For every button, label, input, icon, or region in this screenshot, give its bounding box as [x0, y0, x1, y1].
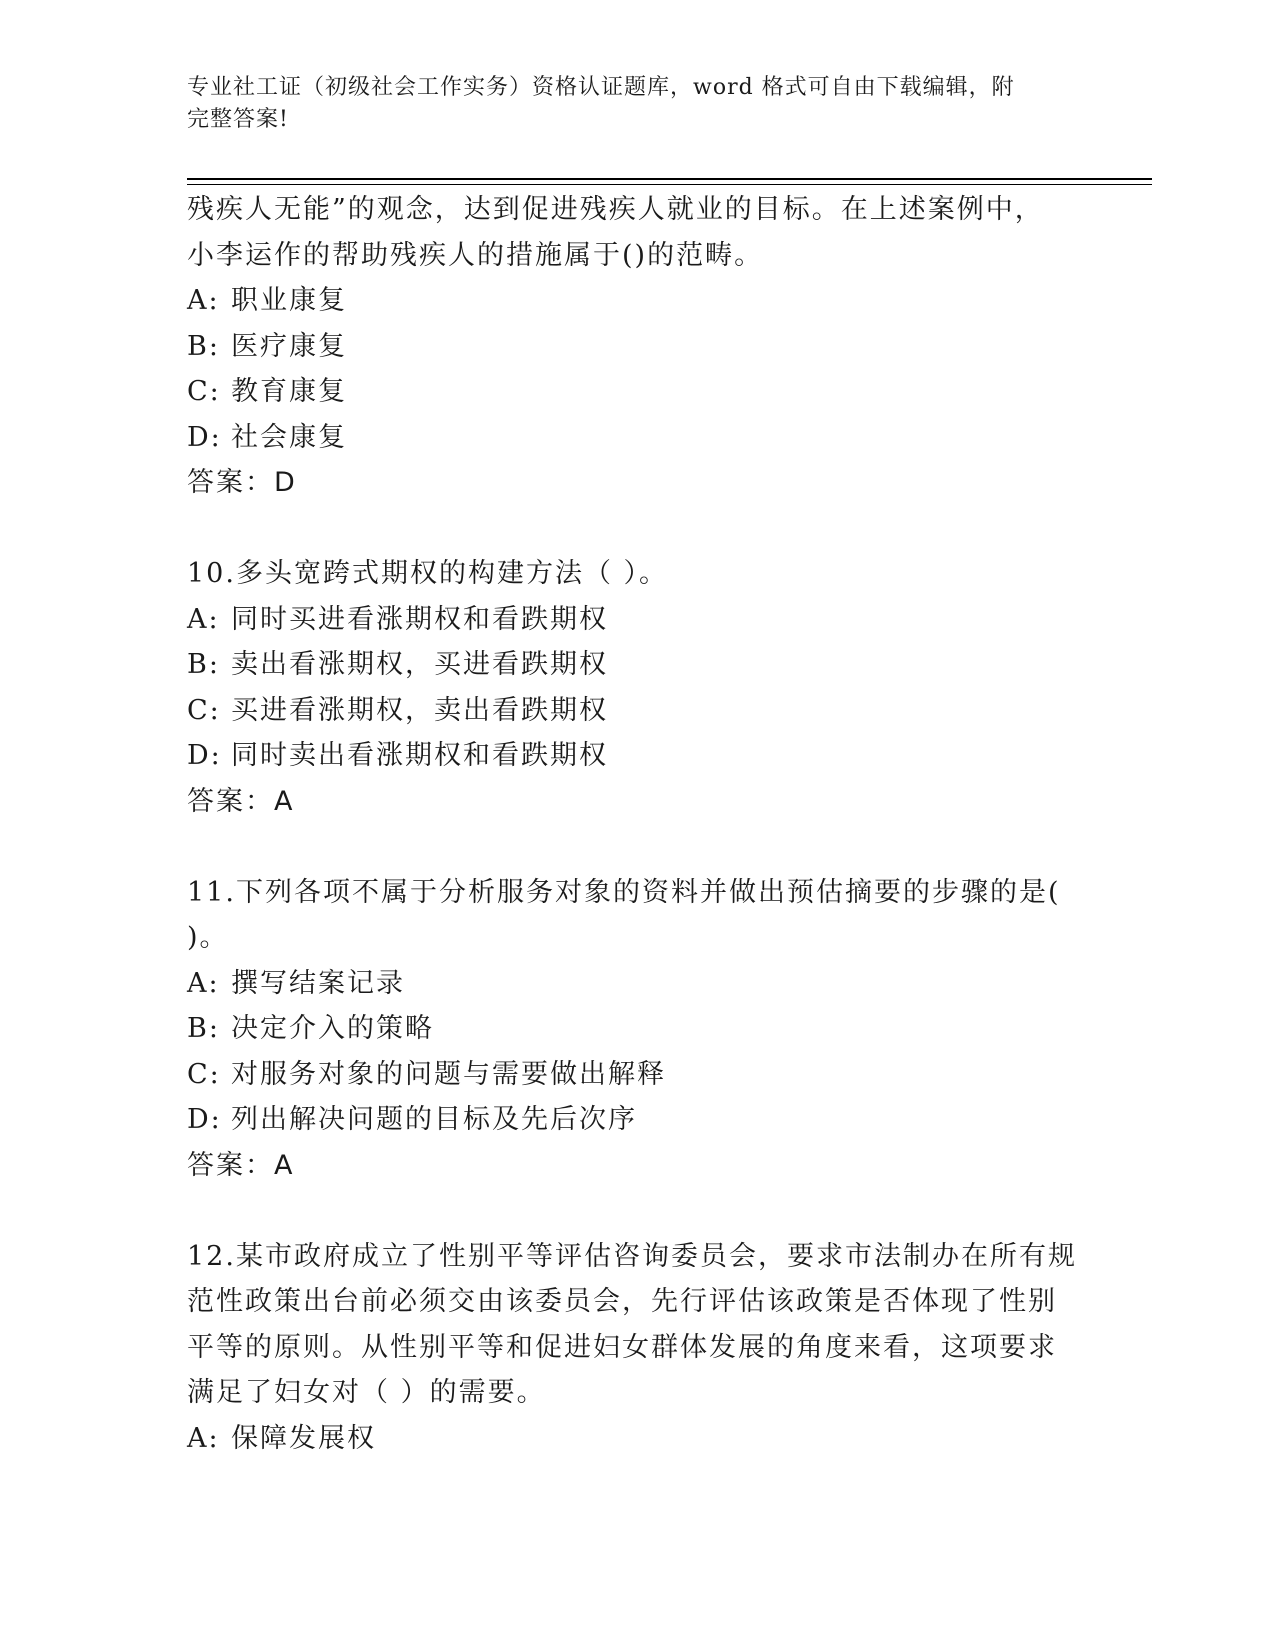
- option-text: 买进看涨期权，卖出看跌期权: [231, 694, 608, 726]
- question-12: [187, 1234, 1087, 1462]
- option-d: [187, 1097, 1087, 1143]
- option-d: [187, 415, 1087, 461]
- option-text: 社会康复: [231, 421, 347, 453]
- option-text: 医疗康复: [231, 330, 347, 362]
- option-text: 决定介入的策略: [231, 1013, 434, 1044]
- option-text: 教育康复: [231, 376, 347, 407]
- spacer: [187, 506, 1087, 552]
- option-text: 撰写结案记录: [231, 967, 405, 999]
- question-stem-line: 12.某市政府成立了性别平等评估咨询委员会，要求市法制办在所有规: [187, 1240, 1077, 1272]
- option-label: B:: [187, 649, 220, 680]
- option-label: B:: [187, 330, 220, 362]
- option-b: [187, 324, 1087, 370]
- question-11: [187, 870, 1087, 1189]
- header-line-2: 完整答案!: [187, 107, 289, 132]
- question-stem-line: 满足了妇女对（ ）的需要。: [187, 1377, 546, 1408]
- option-b: [187, 1006, 1087, 1052]
- option-label: D:: [187, 1104, 222, 1135]
- answer-line: 答案：D: [187, 467, 297, 498]
- option-a: [187, 597, 1087, 643]
- option-label: C:: [187, 694, 221, 726]
- question-stem-line: 残疾人无能”的观念，达到促进残疾人就业的目标。在上述案例中，: [187, 194, 1044, 225]
- option-text: 对服务对象的问题与需要做出解释: [231, 1058, 666, 1090]
- answer-line: 答案：A: [187, 785, 295, 817]
- option-label: A:: [187, 1422, 220, 1454]
- page-header: [187, 72, 1067, 136]
- option-label: A:: [187, 967, 220, 999]
- option-text: 同时卖出看涨期权和看跌期权: [231, 740, 608, 771]
- question-stem-line: 平等的原则。从性别平等和促进妇女群体发展的角度来看，这项要求: [187, 1331, 1057, 1363]
- question-stem-line: 范性政策出台前必须交由该委员会，先行评估该政策是否体现了性别: [187, 1286, 1057, 1317]
- option-text: 列出解决问题的目标及先后次序: [231, 1104, 637, 1135]
- question-content: [187, 187, 1087, 1461]
- option-text: 同时买进看涨期权和看跌期权: [231, 603, 608, 635]
- option-label: A:: [187, 285, 220, 316]
- spacer: [187, 1188, 1087, 1234]
- header-rule-thick: [187, 178, 1152, 180]
- option-a: [187, 278, 1087, 324]
- option-label: B:: [187, 1013, 220, 1044]
- option-label: D:: [187, 740, 222, 771]
- option-d: [187, 733, 1087, 779]
- question-stem-line: )。: [187, 922, 229, 953]
- question-stem-line: 小李运作的帮助残疾人的措施属于()的范畴。: [187, 239, 764, 271]
- option-label: A:: [187, 603, 220, 635]
- option-c: [187, 1052, 1087, 1098]
- spacer: [187, 824, 1087, 870]
- question-stem-line: 10.多头宽跨式期权的构建方法（ ）。: [187, 558, 669, 589]
- header-line-1: 专业社工证（初级社会工作实务）资格认证题库，word 格式可自由下载编辑，附: [187, 75, 1015, 100]
- option-c: [187, 369, 1087, 415]
- option-text: 职业康复: [231, 285, 347, 316]
- option-b: [187, 642, 1087, 688]
- option-label: D:: [187, 421, 222, 453]
- option-label: C:: [187, 1058, 221, 1090]
- option-c: [187, 688, 1087, 734]
- question-stem-line: 11.下列各项不属于分析服务对象的资料并做出预估摘要的步骤的是(: [187, 876, 1061, 908]
- option-a: [187, 961, 1087, 1007]
- option-label: C:: [187, 376, 221, 407]
- option-text: 保障发展权: [231, 1422, 376, 1454]
- question-10: [187, 551, 1087, 824]
- option-text: 卖出看涨期权，买进看跌期权: [231, 649, 608, 680]
- answer-line: 答案：A: [187, 1149, 295, 1181]
- option-a: [187, 1416, 1087, 1462]
- header-rule-thin: [187, 184, 1152, 185]
- question-9: [187, 187, 1087, 506]
